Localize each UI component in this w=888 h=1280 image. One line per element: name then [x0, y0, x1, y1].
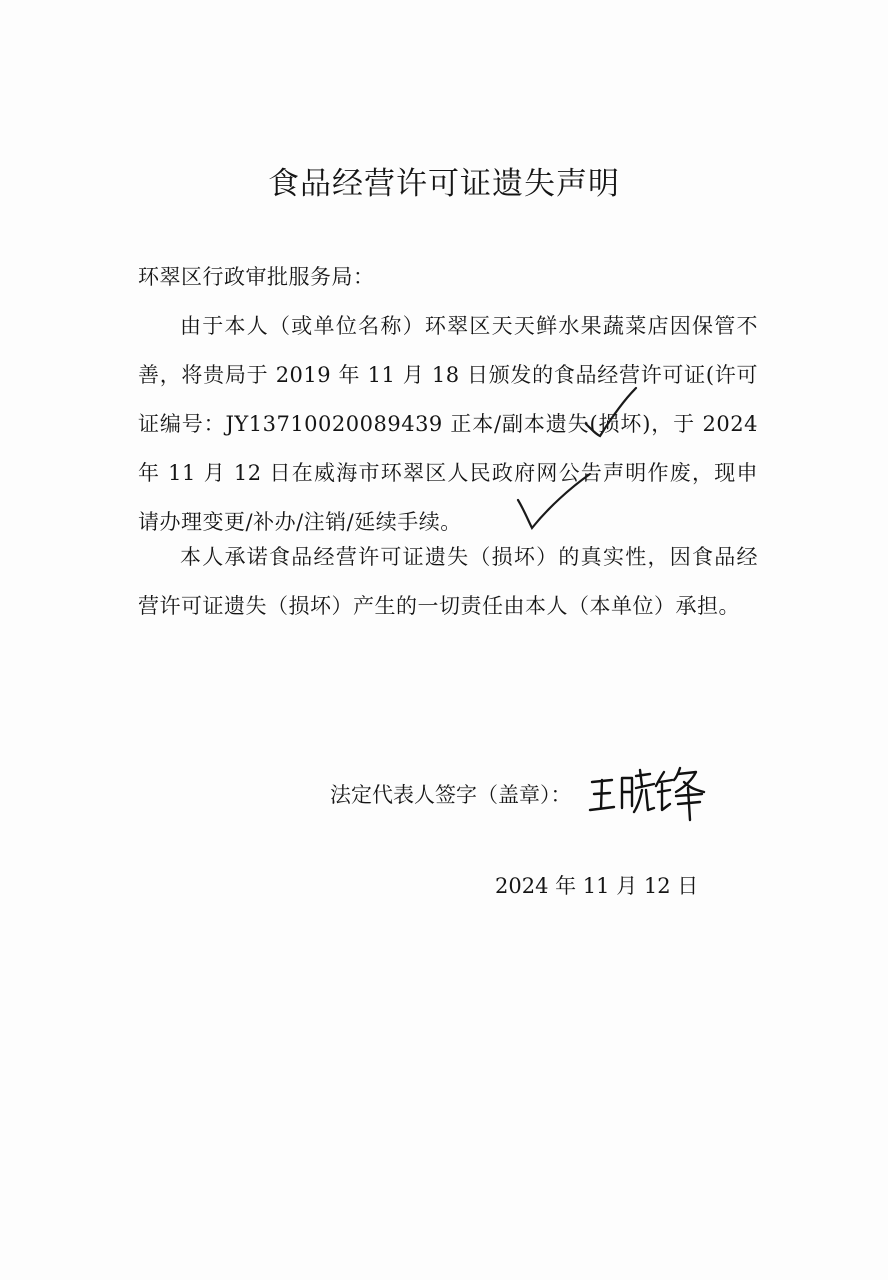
paragraph-statement: 由于本人（或单位名称）环翠区天天鲜水果蔬菜店因保管不善，将贵局于 2019 年 11 月 18 日颁发的食品经营许可证(许可证编号：JY13710020089439 正本/副本遗失(损坏)，于 2024 年 11 月 12 日在威海市环翠区人民政府网公告声明作废，现申请办理变更/补办/注销/延续手续。: [138, 314, 758, 534]
document-title: 食品经营许可证遗失声明: [268, 166, 620, 202]
paragraph-commitment: 本人承诺食品经营许可证遗失（损坏）的真实性，因食品经营许可证遗失（损坏）产生的一切责任由本人（本单位）承担。: [138, 545, 758, 618]
handwritten-signature: [588, 764, 708, 822]
signature-label: 法定代表人签字（盖章）：: [330, 783, 572, 807]
salutation: 环翠区行政审批服务局：: [138, 265, 375, 289]
document-date: 2024 年 11 月 12 日: [495, 874, 699, 898]
